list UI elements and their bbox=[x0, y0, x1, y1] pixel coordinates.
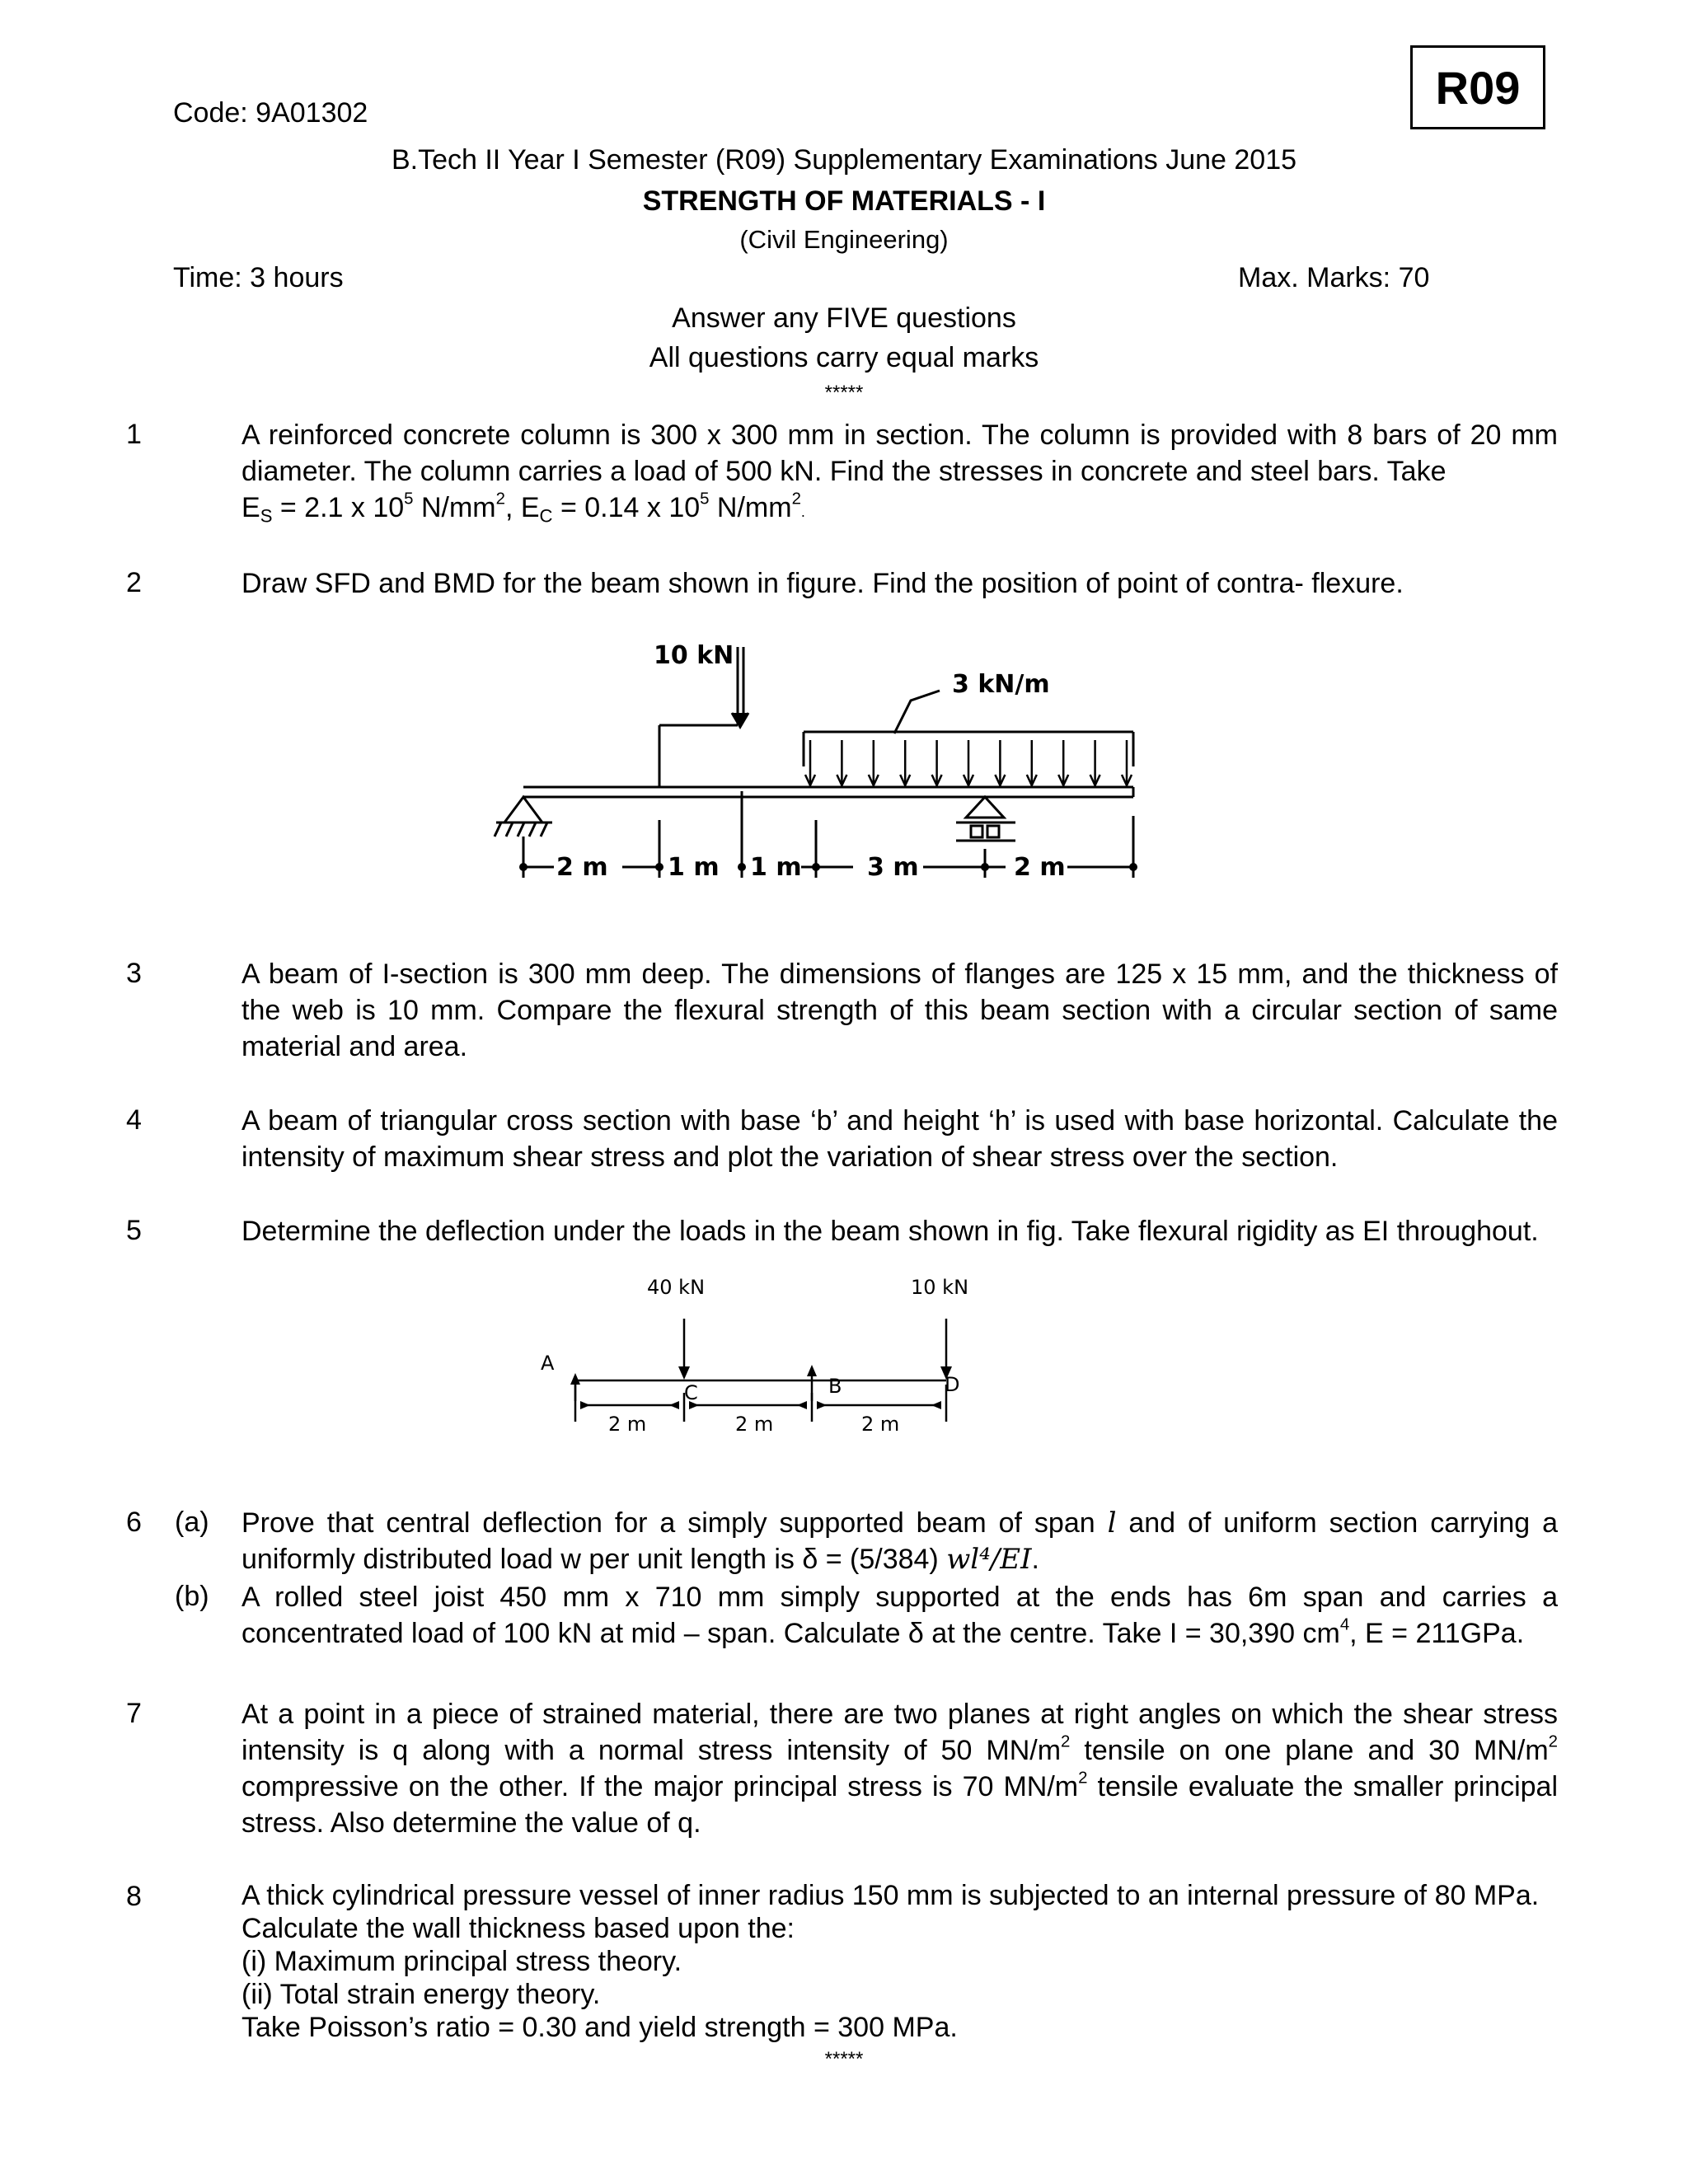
point-b-label: B bbox=[828, 1375, 842, 1398]
header-stars: ***** bbox=[824, 382, 864, 404]
question-8-line: A thick cylindrical pressure vessel of inner radius 150 mm is subjected to an internal pressure of 80 MPa. bbox=[241, 1880, 1540, 1911]
exam-code: Code: 9A01302 bbox=[173, 97, 368, 129]
question-5-text: Determine the deflection under the loads in the beam shown in fig. Take flexural rigidity as EI throughout. bbox=[241, 1216, 1539, 1247]
question-3-text: A beam of I-section is 300 mm deep. The dimensions of flanges are 125 x 15 mm, and the thickness of the web is 10 mm. Compare the flexural strength of this beam section with a circular section of same material and area. bbox=[241, 958, 1558, 1062]
question-number: 7 bbox=[126, 1698, 142, 1729]
question-8-line: (ii) Total strain energy theory. bbox=[241, 1979, 601, 2010]
subject-title: STRENGTH OF MATERIALS - I bbox=[642, 185, 1046, 217]
load-d-label: 10 kN bbox=[911, 1276, 969, 1299]
question-7-text: At a point in a piece of strained material, there are two planes at right angles on which the shear stress intensity is q along with a normal stress intensity of 50 $MN/m^2$ tensile on one plane and 30 $MN/m^2$ compressive on the other. If the major principal stress is 70 $MN/m^2$ tensile evaluate the smaller principal stress. Also determine the value of q. bbox=[241, 1699, 1559, 1839]
span-label: 2 m bbox=[1014, 853, 1066, 882]
question-number: 8 bbox=[126, 1881, 142, 1912]
question-2-text: Draw SFD and BMD for the beam shown in figure. Find the position of point of contra- flexure. bbox=[241, 568, 1404, 599]
question-number: 1 bbox=[126, 419, 142, 450]
question-1-text: A reinforced concrete column is 300 x 300 mm in section. The column is provided with 8 bars of 20 mm diameter. The column carries a load of 500 kN. Find the stresses in concrete and steel bars. Take bbox=[241, 419, 1558, 487]
question-8 bbox=[241, 1879, 1558, 2044]
question-number: 4 bbox=[126, 1104, 142, 1136]
question-6a-text: Prove that central deflection for a simply supported beam of span l and of uniform section carrying a uniformly distributed load w per unit length is δ = (5/384) wl⁴/EI. bbox=[241, 1507, 1558, 1576]
span-label: 3 m bbox=[867, 853, 919, 882]
beam-figure-2 bbox=[528, 1269, 1039, 1451]
question-number: 6 bbox=[126, 1507, 142, 1538]
regulation-badge: R09 bbox=[1410, 45, 1545, 129]
time-label: Time: 3 hours bbox=[173, 262, 344, 293]
instruction-marks: All questions carry equal marks bbox=[649, 342, 1039, 373]
udl-load-label: 3 kN/m bbox=[952, 670, 1050, 699]
question-8-line: Calculate the wall thickness based upon the: bbox=[241, 1913, 795, 1944]
span-label: 2 m bbox=[608, 1413, 647, 1436]
load-c-label: 40 kN bbox=[647, 1276, 706, 1299]
span-label: 2 m bbox=[735, 1413, 774, 1436]
question-number: 2 bbox=[126, 567, 142, 598]
footer-stars: ***** bbox=[824, 2048, 864, 2070]
question-8-line: Take Poisson’s ratio = 0.30 and yield strength = 300 MPa. bbox=[241, 2012, 958, 2043]
question-number: 5 bbox=[126, 1215, 142, 1246]
question-8-line: (i) Maximum principal stress theory. bbox=[241, 1946, 682, 1977]
max-marks-label: Max. Marks: 70 bbox=[1238, 262, 1430, 293]
question-4-text: A beam of triangular cross section with base ‘b’ and height ‘h’ is used with base horizontal. Calculate the intensity of maximum shear stress and plot the variation of shear stress over the section. bbox=[241, 1105, 1558, 1173]
beam-figure-1 bbox=[462, 635, 1187, 907]
span-label: 1 m bbox=[668, 853, 720, 882]
question-6b-text: A rolled steel joist 450 mm x 710 mm simply supported at the ends has 6m span and carries a concentrated load of 100 kN at mid – span. Calculate δ at the centre. Take I = 30,390 $cm^4$, E = 211GPa. bbox=[241, 1582, 1558, 1649]
point-d-label: D bbox=[945, 1373, 960, 1396]
point-load-label: 10 kN bbox=[654, 641, 734, 670]
span-label: 1 m bbox=[750, 853, 802, 882]
point-a-label: A bbox=[541, 1352, 555, 1375]
point-c-label: C bbox=[684, 1381, 698, 1404]
part-label: (a) bbox=[175, 1507, 209, 1538]
part-label: (b) bbox=[175, 1581, 209, 1612]
span-label: 2 m bbox=[556, 853, 608, 882]
exam-title: B.Tech II Year I Semester (R09) Supplementary Examinations June 2015 bbox=[391, 144, 1297, 176]
question-number: 3 bbox=[126, 958, 142, 989]
instruction-answer: Answer any FIVE questions bbox=[672, 302, 1016, 334]
question-1: A reinforced concrete column is 300 x 300 mm in section. The column is provided with 8 bars of 20 mm diameter. The column carries a load of 500 kN. Find the stresses in concrete and steel bars. Take $E_S = 2.1$ x $10^5$ $N/mm^2$, $E_C = 0.14$ x $10^5$ $N/mm^2$. bbox=[241, 419, 1558, 527]
branch-label: (Civil Engineering) bbox=[739, 225, 949, 254]
span-label: 2 m bbox=[861, 1413, 900, 1436]
